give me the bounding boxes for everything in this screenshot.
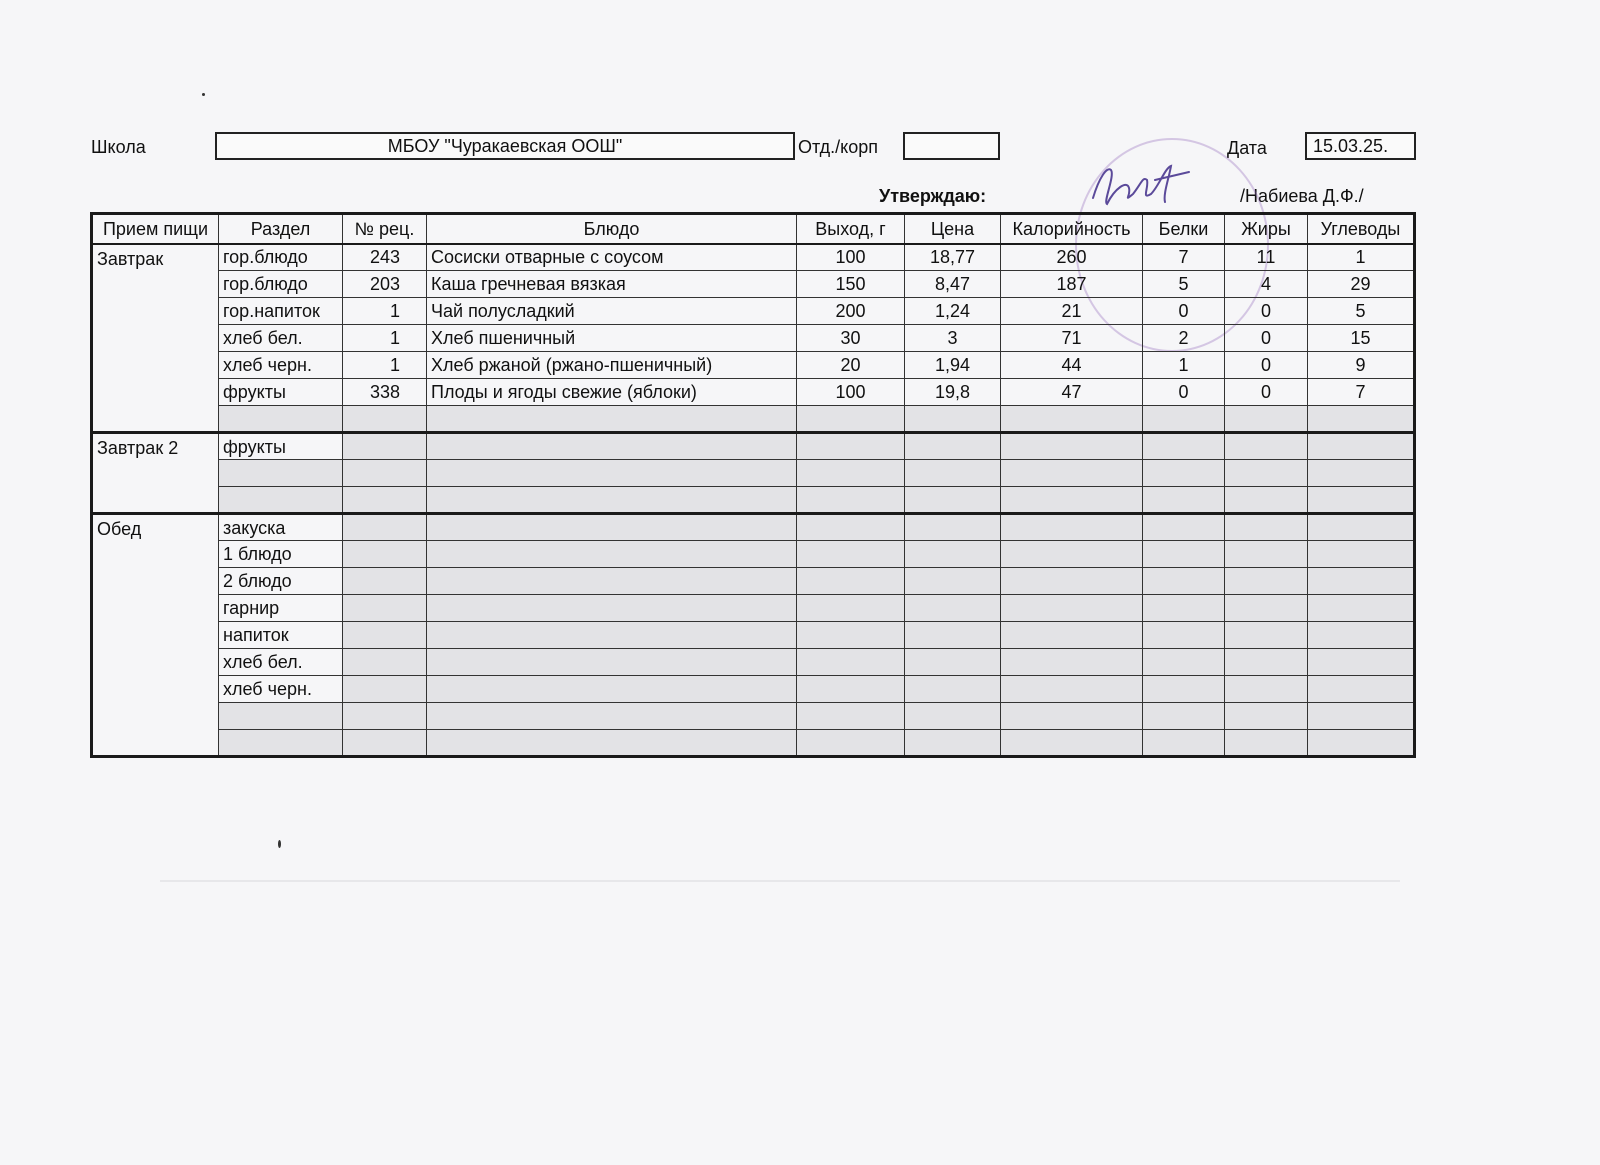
cell-section: хлеб черн. (219, 352, 343, 379)
cell-price: 1,94 (905, 352, 1001, 379)
table-row (92, 730, 1415, 757)
cell-section: гор.блюдо (219, 244, 343, 271)
cell-carbs (1308, 622, 1415, 649)
cell-protein (1143, 622, 1225, 649)
cell-protein (1143, 703, 1225, 730)
signature (1085, 158, 1195, 213)
table-row (92, 649, 1415, 676)
cell-price (905, 460, 1001, 487)
col-section: Раздел (219, 214, 343, 244)
table-row (92, 541, 1415, 568)
table-row (92, 379, 1415, 406)
cell-fat (1225, 676, 1308, 703)
cell-dish (427, 622, 797, 649)
table-row (92, 514, 1415, 541)
cell-dish (427, 703, 797, 730)
cell-recipe (343, 487, 427, 514)
cell-recipe: 1 (343, 325, 427, 352)
table-row (92, 352, 1415, 379)
cell-recipe (343, 406, 427, 433)
cell-dish (427, 568, 797, 595)
cell-recipe (343, 460, 427, 487)
table-header-row (92, 214, 1415, 244)
cell-fat: 0 (1225, 352, 1308, 379)
cell-recipe (343, 595, 427, 622)
cell-dish (427, 514, 797, 541)
cell-yield: 30 (797, 325, 905, 352)
cell-calories (1001, 514, 1143, 541)
col-calories: Калорийность (1001, 214, 1143, 244)
cell-section (219, 487, 343, 514)
cell-fat (1225, 433, 1308, 460)
cell-protein (1143, 541, 1225, 568)
col-dish: Блюдо (427, 214, 797, 244)
cell-fat: 0 (1225, 325, 1308, 352)
cell-yield (797, 460, 905, 487)
cell-protein (1143, 514, 1225, 541)
cell-dish (427, 460, 797, 487)
cell-yield: 100 (797, 244, 905, 271)
cell-protein: 0 (1143, 298, 1225, 325)
cell-carbs (1308, 541, 1415, 568)
cell-calories (1001, 487, 1143, 514)
cell-fat (1225, 703, 1308, 730)
cell-protein (1143, 406, 1225, 433)
cell-protein: 0 (1143, 379, 1225, 406)
cell-section: хлеб черн. (219, 676, 343, 703)
cell-recipe (343, 622, 427, 649)
cell-section: хлеб бел. (219, 649, 343, 676)
cell-dish (427, 433, 797, 460)
cell-yield (797, 514, 905, 541)
cell-carbs (1308, 595, 1415, 622)
table-row (92, 271, 1415, 298)
cell-dish: Сосиски отварные с соусом (427, 244, 797, 271)
cell-section: фрукты (219, 433, 343, 460)
table-row (92, 568, 1415, 595)
cell-dish: Хлеб пшеничный (427, 325, 797, 352)
cell-calories (1001, 703, 1143, 730)
cell-price: 1,24 (905, 298, 1001, 325)
cell-calories (1001, 730, 1143, 757)
cell-price (905, 433, 1001, 460)
cell-price: 18,77 (905, 244, 1001, 271)
cell-calories: 44 (1001, 352, 1143, 379)
cell-recipe (343, 433, 427, 460)
cell-price: 8,47 (905, 271, 1001, 298)
cell-dish (427, 406, 797, 433)
cell-protein (1143, 433, 1225, 460)
cell-recipe (343, 541, 427, 568)
school-value: МБОУ "Чуракаевская ООШ" (387, 136, 623, 156)
cell-yield: 20 (797, 352, 905, 379)
col-recipe: № рец. (343, 214, 427, 244)
cell-meal: Завтрак 2 (92, 433, 219, 514)
cell-price: 19,8 (905, 379, 1001, 406)
date-value: 15.03.25. (1313, 136, 1389, 156)
cell-carbs: 9 (1308, 352, 1415, 379)
cell-dish (427, 541, 797, 568)
table-row (92, 244, 1415, 271)
cell-calories (1001, 595, 1143, 622)
cell-fat (1225, 514, 1308, 541)
cell-protein (1143, 676, 1225, 703)
cell-section: гор.напиток (219, 298, 343, 325)
cell-dish (427, 649, 797, 676)
cell-price (905, 541, 1001, 568)
cell-section: гарнир (219, 595, 343, 622)
menu-body (92, 244, 1415, 757)
approve-label: Утверждаю: (879, 186, 987, 206)
cell-carbs (1308, 568, 1415, 595)
cell-carbs (1308, 487, 1415, 514)
cell-fat: 0 (1225, 379, 1308, 406)
cell-recipe (343, 649, 427, 676)
col-fat: Жиры (1225, 214, 1308, 244)
cell-calories (1001, 406, 1143, 433)
cell-price (905, 622, 1001, 649)
cell-recipe: 203 (343, 271, 427, 298)
col-yield: Выход, г (797, 214, 905, 244)
cell-protein (1143, 595, 1225, 622)
school-label: Школа (91, 137, 146, 157)
cell-yield: 100 (797, 379, 905, 406)
cell-protein: 1 (1143, 352, 1225, 379)
cell-price (905, 595, 1001, 622)
cell-fat (1225, 595, 1308, 622)
cell-price (905, 568, 1001, 595)
cell-dish: Каша гречневая вязкая (427, 271, 797, 298)
cell-dish: Чай полусладкий (427, 298, 797, 325)
cell-calories: 71 (1001, 325, 1143, 352)
cell-calories (1001, 568, 1143, 595)
dept-label: Отд./корп (798, 137, 878, 157)
cell-price (905, 703, 1001, 730)
cell-section (219, 703, 343, 730)
cell-price (905, 730, 1001, 757)
menu-table (90, 212, 1416, 758)
cell-calories (1001, 622, 1143, 649)
cell-recipe (343, 514, 427, 541)
cell-section: 2 блюдо (219, 568, 343, 595)
cell-recipe: 338 (343, 379, 427, 406)
cell-carbs (1308, 433, 1415, 460)
cell-carbs (1308, 406, 1415, 433)
bleed-through-line (160, 880, 1400, 882)
cell-calories: 21 (1001, 298, 1143, 325)
cell-section: напиток (219, 622, 343, 649)
cell-carbs (1308, 649, 1415, 676)
cell-yield (797, 703, 905, 730)
dept-field (903, 132, 1000, 160)
cell-meal: Завтрак (92, 244, 219, 433)
cell-protein (1143, 568, 1225, 595)
table-row (92, 406, 1415, 433)
table-row (92, 676, 1415, 703)
cell-recipe: 1 (343, 352, 427, 379)
cell-dish (427, 676, 797, 703)
table-row (92, 487, 1415, 514)
cell-calories (1001, 649, 1143, 676)
speck (202, 93, 205, 96)
cell-yield (797, 433, 905, 460)
cell-protein (1143, 649, 1225, 676)
cell-dish (427, 487, 797, 514)
cell-price (905, 487, 1001, 514)
cell-section (219, 460, 343, 487)
cell-carbs (1308, 514, 1415, 541)
cell-recipe (343, 568, 427, 595)
date-field (1305, 132, 1416, 160)
table-row (92, 703, 1415, 730)
cell-carbs: 15 (1308, 325, 1415, 352)
cell-carbs (1308, 460, 1415, 487)
col-protein: Белки (1143, 214, 1225, 244)
cell-section (219, 406, 343, 433)
cell-price: 3 (905, 325, 1001, 352)
cell-yield (797, 541, 905, 568)
cell-calories (1001, 541, 1143, 568)
cell-carbs: 1 (1308, 244, 1415, 271)
cell-section: хлеб бел. (219, 325, 343, 352)
col-meal: Прием пищи (92, 214, 219, 244)
cell-yield (797, 595, 905, 622)
cell-calories (1001, 433, 1143, 460)
cell-calories: 260 (1001, 244, 1143, 271)
cell-section: закуска (219, 514, 343, 541)
cell-section (219, 730, 343, 757)
cell-section: гор.блюдо (219, 271, 343, 298)
cell-dish (427, 730, 797, 757)
speck (278, 840, 281, 848)
col-price: Цена (905, 214, 1001, 244)
cell-recipe (343, 730, 427, 757)
cell-fat (1225, 649, 1308, 676)
cell-meal: Обед (92, 514, 219, 757)
cell-calories: 47 (1001, 379, 1143, 406)
cell-protein (1143, 460, 1225, 487)
cell-recipe (343, 676, 427, 703)
cell-carbs: 5 (1308, 298, 1415, 325)
cell-carbs (1308, 703, 1415, 730)
table-row (92, 325, 1415, 352)
cell-dish (427, 595, 797, 622)
cell-fat: 0 (1225, 298, 1308, 325)
cell-fat (1225, 487, 1308, 514)
cell-recipe (343, 703, 427, 730)
cell-fat (1225, 541, 1308, 568)
cell-recipe: 243 (343, 244, 427, 271)
table-row (92, 433, 1415, 460)
cell-yield (797, 406, 905, 433)
cell-calories (1001, 460, 1143, 487)
table-row (92, 595, 1415, 622)
cell-carbs: 7 (1308, 379, 1415, 406)
cell-fat (1225, 460, 1308, 487)
date-label: Дата (1227, 138, 1267, 158)
cell-calories (1001, 676, 1143, 703)
cell-yield (797, 487, 905, 514)
cell-carbs (1308, 730, 1415, 757)
cell-protein: 2 (1143, 325, 1225, 352)
cell-calories: 187 (1001, 271, 1143, 298)
table-row (92, 622, 1415, 649)
cell-protein (1143, 730, 1225, 757)
cell-fat (1225, 406, 1308, 433)
cell-price (905, 676, 1001, 703)
cell-dish: Хлеб ржаной (ржано-пшеничный) (427, 352, 797, 379)
cell-yield (797, 676, 905, 703)
school-field (215, 132, 795, 160)
cell-protein: 7 (1143, 244, 1225, 271)
cell-price (905, 406, 1001, 433)
cell-fat (1225, 730, 1308, 757)
cell-yield (797, 730, 905, 757)
cell-yield (797, 568, 905, 595)
cell-carbs: 29 (1308, 271, 1415, 298)
cell-fat (1225, 568, 1308, 595)
cell-recipe: 1 (343, 298, 427, 325)
cell-section: 1 блюдо (219, 541, 343, 568)
table-row (92, 460, 1415, 487)
approver-name: /Набиева Д.Ф./ (1240, 186, 1364, 206)
cell-dish: Плоды и ягоды свежие (яблоки) (427, 379, 797, 406)
cell-price (905, 514, 1001, 541)
cell-fat (1225, 622, 1308, 649)
table-row (92, 298, 1415, 325)
cell-price (905, 649, 1001, 676)
cell-fat: 11 (1225, 244, 1308, 271)
cell-yield: 200 (797, 298, 905, 325)
cell-yield: 150 (797, 271, 905, 298)
cell-protein (1143, 487, 1225, 514)
cell-protein: 5 (1143, 271, 1225, 298)
cell-carbs (1308, 676, 1415, 703)
cell-yield (797, 649, 905, 676)
cell-section: фрукты (219, 379, 343, 406)
cell-yield (797, 622, 905, 649)
col-carbs: Углеводы (1308, 214, 1415, 244)
cell-fat: 4 (1225, 271, 1308, 298)
